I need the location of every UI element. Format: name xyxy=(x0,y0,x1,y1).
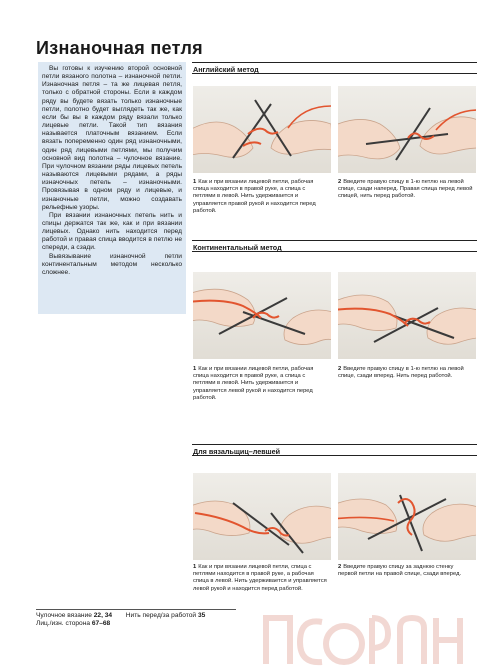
xref-pages: 22, 34 xyxy=(93,612,113,619)
hands-knitting-illustration xyxy=(338,86,476,173)
photo-left-handed-step-2 xyxy=(338,473,476,560)
intro-paragraph-1: Вы готовы к изучению второй основной петли вязаного полотна – изнаночной петли. Изнаночная петля – та же лицевая петля, только с обратной стороны. Если в каждом ряду вы будете вязать только изнаночные петли, полотно будет выглядеть так же, как если бы вы в каждом ряду вязали только лицевые петли. Такой тип вязания называется платочным вязанием. Если вязать попеременно один ряд изнаночными, один ряд лицевыми петлями, мы получим основной вид полотна – чулочное вязание. При чулочном вязании ряды лицевых петель называются лицевыми рядами, а ряды изначочных петель – изнаночными. Провязывая в одном ряду и лицевые, и изнаночные петли, можно создавать рельефные узоры. xyxy=(42,65,182,211)
photo-english-step-1 xyxy=(193,86,331,173)
caption-continental-step-1 xyxy=(193,366,329,402)
xref-pages: 67–68 xyxy=(91,620,111,628)
intro-paragraph-3: Вывязывание изнаночной петли континентальным методом несколько сложнее. xyxy=(42,252,182,276)
section-header-bar xyxy=(192,62,477,74)
step-text: Как и при вязании лицевой петли, рабочая спица находится в правой руке, а спица с петлями в левой. Нить удерживается и управляется левой рукой и находится перед работой. xyxy=(193,366,314,401)
footer-row-1 xyxy=(36,612,205,620)
step-number: 2 xyxy=(338,366,342,372)
step-number: 1 xyxy=(193,179,197,185)
caption-english-step-1 xyxy=(193,179,329,215)
footer-row-2 xyxy=(36,620,205,628)
section-title: Континентальный метод xyxy=(193,243,282,252)
photo-continental-step-2 xyxy=(338,272,476,359)
section-continental-method xyxy=(192,240,477,252)
xref-label: Нить перед/за работой xyxy=(125,612,197,619)
step-text: Введите правую спицу в 1-ю петлю на левой спице, сзади наперед. Правая спица перед левой спицей, нить перед работой. xyxy=(338,179,473,200)
hands-knitting-illustration xyxy=(338,473,476,560)
footer-crossrefs xyxy=(36,612,205,629)
section-title: Английский метод xyxy=(193,65,259,74)
step-text: Введите правую спицу в 1-ю петлю на левой спице, сзади вперед. Нить перед работой. xyxy=(338,366,464,380)
step-number: 1 xyxy=(193,366,197,372)
photo-left-handed-step-1 xyxy=(193,473,331,560)
watermark-logo xyxy=(260,604,474,668)
section-title: Для вязальщиц–левшей xyxy=(193,447,281,456)
step-text: Как и при вязании лицевой петли, спица с петлями находится в правой руке, а рабочая спица в левой. Нить удерживается и управляется левой рукой и находится перед работой. xyxy=(193,564,327,592)
caption-english-step-2 xyxy=(338,179,474,201)
step-number: 1 xyxy=(193,564,197,570)
caption-continental-step-2 xyxy=(338,366,474,380)
step-number: 2 xyxy=(338,564,342,570)
section-english-method xyxy=(192,62,477,74)
xref-label: Чулочное вязание xyxy=(36,612,92,619)
footer-divider xyxy=(36,609,236,610)
photo-english-step-2 xyxy=(338,86,476,173)
caption-left-handed-step-1 xyxy=(193,564,329,593)
intro-paragraph-2: При вязании изнаночных петель нить и спицы держатся так же, как и при вязании лицевых. Однако нить находится перед работой и правая спица вводится в петлю не спереди, а сзади. xyxy=(42,211,182,252)
xref-pages: 35 xyxy=(197,612,206,619)
xref-label: Лиц./изн. сторона xyxy=(36,620,91,628)
page-title: Изнаночная петля xyxy=(36,38,203,58)
caption-left-handed-step-2 xyxy=(338,564,474,578)
section-header-bar xyxy=(192,444,477,456)
hands-knitting-illustration xyxy=(338,272,476,359)
hands-knitting-illustration xyxy=(193,473,331,560)
intro-text-box xyxy=(38,62,186,314)
step-text: Как и при вязании лицевой петли, рабочая спица находится в правой руке, а спица с петлями в левой. Нить удерживается и управляется правой рукой и находится перед работой. xyxy=(193,179,316,214)
section-header-bar xyxy=(192,240,477,252)
photo-continental-step-1 xyxy=(193,272,331,359)
step-number: 2 xyxy=(338,179,342,185)
hands-knitting-illustration xyxy=(193,272,331,359)
step-text: Введите правую спицу за заднюю стенку первой петли на правой спице, сзади вперед. xyxy=(338,564,462,578)
hands-knitting-illustration xyxy=(193,86,331,173)
section-left-handed xyxy=(192,444,477,456)
